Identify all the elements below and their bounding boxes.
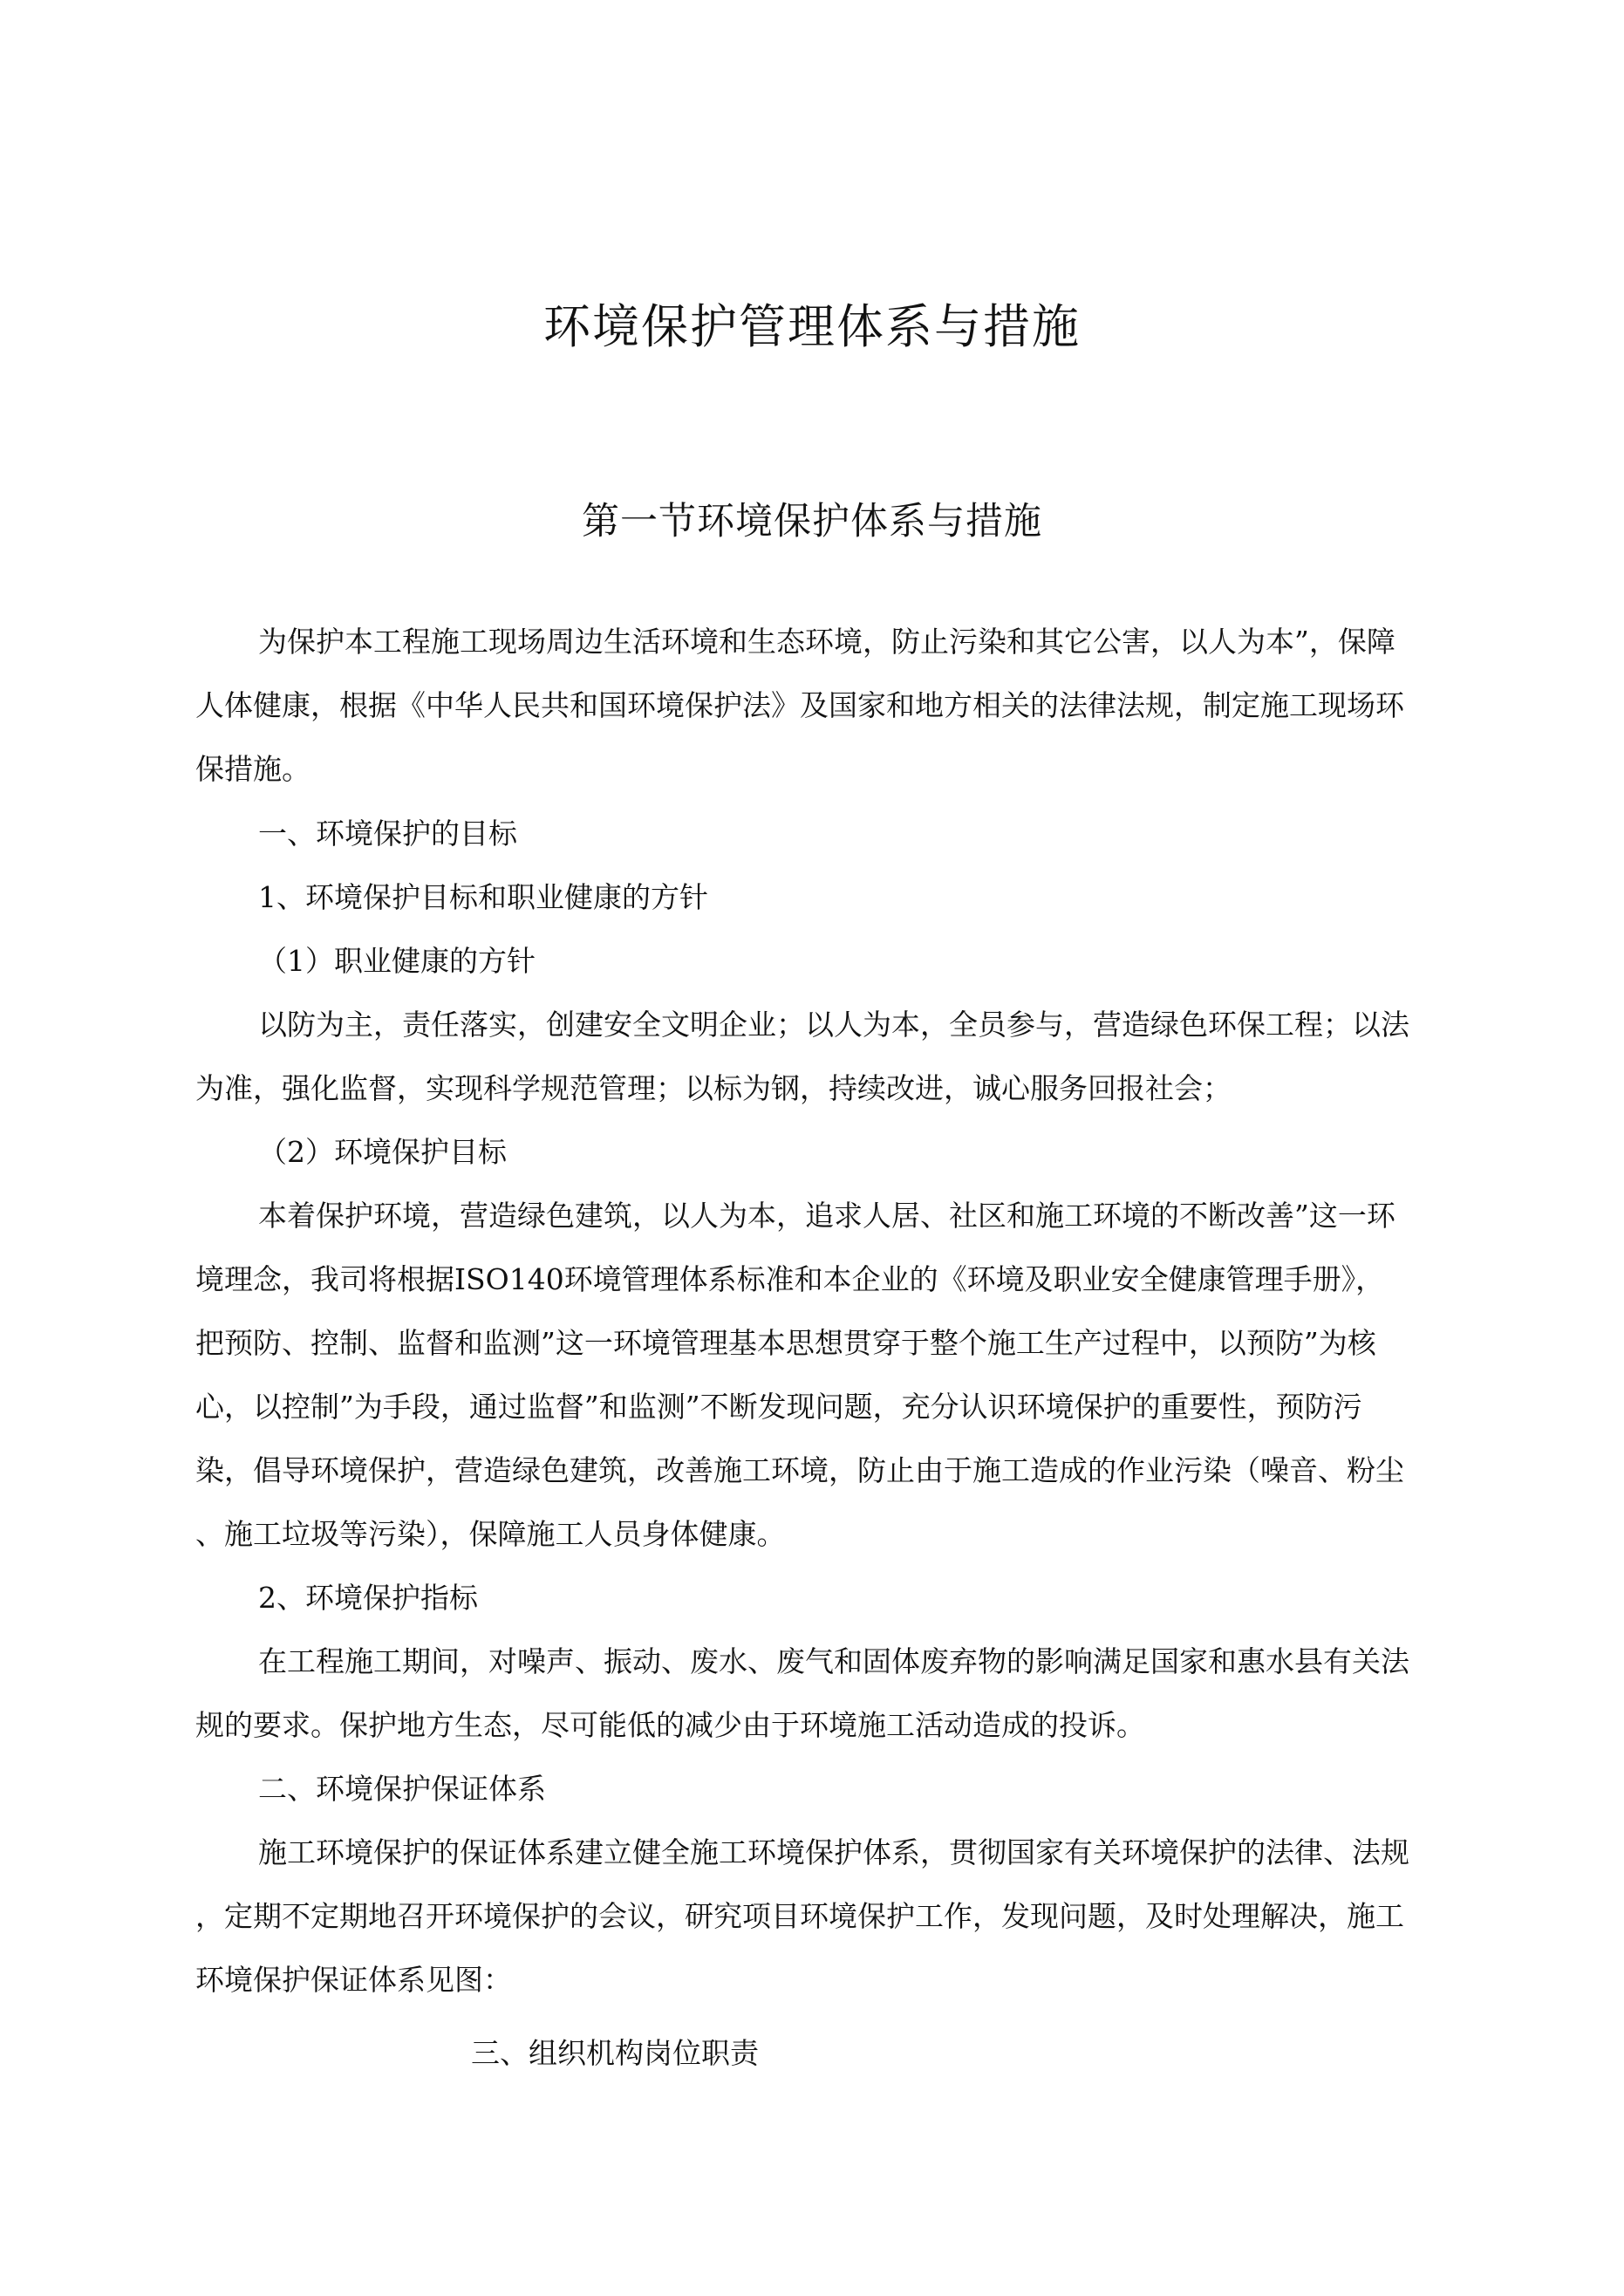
heading-level-1: 三、组织机构岗位职责	[471, 2036, 759, 2070]
paragraph-line: 在工程施工期间，对噪声、振动、废水、废气和固体废弃物的影响满足国家和惠水县有关法	[258, 1644, 1409, 1678]
heading-level-1: 二、环境保护保证体系	[258, 1772, 546, 1806]
paragraph-line: 为准，强化监督，实现科学规范管理；以标为钢，持续改进，诚心服务回报社会；	[195, 1071, 1232, 1105]
document-title: 环境保护管理体系与措施	[543, 299, 1081, 354]
paragraph-line: 把预防、控制、监督和监测”这一环境管理基本思想贯穿于整个施工生产过程中，以预防”为核	[195, 1326, 1376, 1360]
heading-level-3: （2）环境保护目标	[258, 1135, 507, 1169]
paragraph-line: 为保护本工程施工现场周边生活环境和生态环境，防止污染和其它公害，以人为本”，保障	[258, 625, 1395, 659]
heading-level-3: （1）职业健康的方针	[258, 944, 536, 978]
paragraph-line: 环境保护保证体系见图：	[195, 1963, 512, 1997]
section-title: 第一节环境保护体系与措施	[582, 500, 1042, 543]
heading-level-1: 一、环境保护的目标	[258, 817, 517, 851]
paragraph-line: 染，倡导环境保护，营造绿色建筑，改善施工环境，防止由于施工造成的作业污染（噪音、粉尘	[195, 1453, 1404, 1487]
paragraph-line: 施工环境保护的保证体系建立健全施工环境保护体系，贯彻国家有关环境保护的法律、法规	[258, 1835, 1409, 1869]
paragraph-line: 、施工垃圾等污染），保障施工人员身体健康。	[195, 1517, 786, 1551]
paragraph-line: 人体健康，根据《中华人民共和国环境保护法》及国家和地方相关的法律法规，制定施工现场环	[195, 688, 1404, 722]
paragraph-line: 境理念，我司将根据ISO140环境管理体系标准和本企业的《环境及职业安全健康管理手册》，	[195, 1262, 1385, 1296]
heading-level-2: 1、环境保护目标和职业健康的方针	[258, 880, 708, 914]
paragraph-line: ，定期不定期地召开环境保护的会议，研究项目环境保护工作，发现问题，及时处理解决，施工	[195, 1899, 1404, 1933]
heading-level-2: 2、环境保护指标	[258, 1581, 478, 1615]
paragraph-line: 本着保护环境，营造绿色建筑，以人为本，追求人居、社区和施工环境的不断改善”这一环	[258, 1199, 1395, 1233]
paragraph-line: 保措施。	[195, 752, 310, 786]
paragraph-line: 规的要求。保护地方生态，尽可能低的减少由于环境施工活动造成的投诉。	[195, 1708, 1145, 1742]
paragraph-line: 以防为主，责任落实，创建安全文明企业；以人为本，全员参与，营造绿色环保工程；以法	[258, 1008, 1409, 1042]
paragraph-line: 心，以控制”为手段，通过监督”和监测”不断发现问题，充分认识环境保护的重要性，预防污	[195, 1390, 1362, 1424]
